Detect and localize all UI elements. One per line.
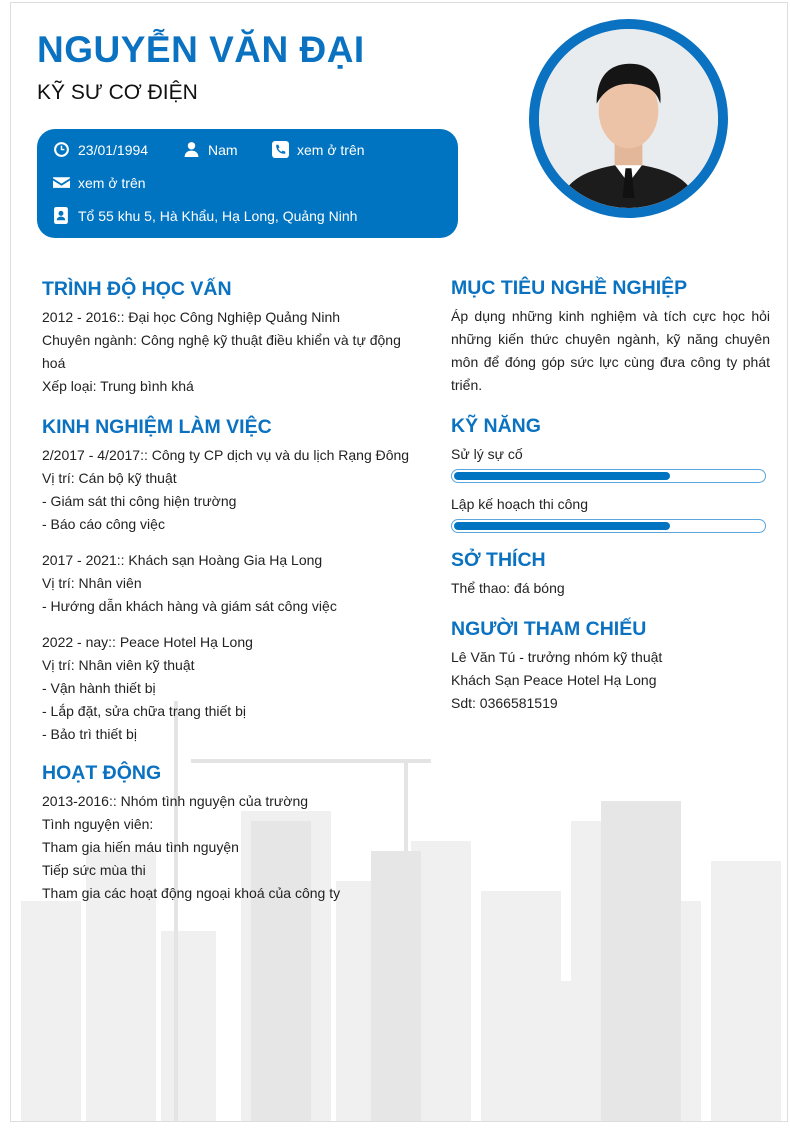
objective-heading: MỤC TIÊU NGHỀ NGHIỆP [451, 277, 688, 299]
job-header: 2022 - nay:: Peace Hotel Hạ Long [42, 634, 253, 650]
education-heading: TRÌNH ĐỘ HỌC VẤN [42, 278, 232, 300]
education-line: 2012 - 2016:: Đại học Công Nghiệp Quảng Ninh [42, 309, 341, 325]
user-icon [183, 141, 200, 158]
birthday-item [53, 141, 148, 158]
contact-box [37, 129, 458, 238]
gender: Nam [208, 141, 238, 158]
job-line: - Bảo trì thiết bị [42, 726, 137, 742]
objective-text: Áp dụng những kinh nghiệm và tích cực học hỏi những kiến thức chuyên ngành, kỹ năng chuyên môn để đóng góp sức lực cùng đưa công ty phát triển. [451, 308, 770, 393]
candidate-name: NGUYỄN VĂN ĐẠI [37, 29, 365, 70]
reference-line: Sdt: 0366581519 [451, 695, 558, 711]
email: xem ở trên [78, 174, 146, 191]
education-line: Chuyên ngành: Công nghệ kỹ thuật điều khiển và tự động hoá [42, 332, 401, 371]
job-line: - Giám sát thi công hiện trường [42, 493, 237, 509]
address-book-icon [53, 207, 70, 224]
activity-line: Tình nguyện viên: [42, 816, 154, 832]
skill-name: Sử lý sự cố [451, 446, 523, 462]
gender-item [183, 141, 238, 158]
phone: xem ở trên [297, 141, 365, 158]
activities-heading: HOẠT ĐỘNG [42, 762, 162, 784]
activity-line: Tiếp sức mùa thi [42, 862, 146, 878]
job-title: KỸ SƯ CƠ ĐIỆN [37, 81, 198, 104]
job-line: Vị trí: Cán bộ kỹ thuật [42, 470, 177, 486]
activity-line: 2013-2016:: Nhóm tình nguyện của trường [42, 793, 309, 809]
skill-progress-fill [454, 472, 670, 480]
skill-progress-bar [451, 519, 766, 533]
reference-line: Khách Sạn Peace Hotel Hạ Long [451, 672, 657, 688]
birthday: 23/01/1994 [78, 141, 149, 158]
skill-progress-fill [454, 522, 670, 530]
education-section [42, 276, 410, 905]
skills-heading: KỸ NĂNG [451, 415, 541, 437]
envelope-icon [53, 174, 70, 191]
job-line: - Vận hành thiết bị [42, 680, 156, 696]
activity-line: Tham gia hiến máu tình nguyện [42, 839, 239, 855]
job-line: Vị trí: Nhân viên kỹ thuật [42, 657, 195, 673]
skill-progress-bar [451, 469, 766, 483]
job-header: 2017 - 2021:: Khách sạn Hoàng Gia Hạ Long [42, 552, 323, 568]
phone-icon [272, 141, 289, 158]
job-line: - Báo cáo công việc [42, 516, 165, 532]
references-heading: NGƯỜI THAM CHIẾU [451, 618, 647, 640]
hobbies-heading: SỞ THÍCH [451, 549, 546, 571]
right-column [451, 275, 770, 715]
skill-name: Lập kế hoạch thi công [451, 496, 588, 512]
job-line: Vị trí: Nhân viên [42, 575, 142, 591]
email-item [53, 174, 146, 191]
cv-page [10, 2, 788, 1122]
activity-line: Tham gia các hoạt động ngoại khoá của công ty [42, 885, 341, 901]
job-line: - Lắp đặt, sửa chữa trang thiết bị [42, 703, 246, 719]
clock-icon [53, 141, 70, 158]
job-header: 2/2017 - 4/2017:: Công ty CP dịch vụ và du lịch Rạng Đông [42, 447, 410, 463]
profile-photo [529, 19, 728, 218]
education-line: Xếp loại: Trung bình khá [42, 378, 194, 394]
experience-heading: KINH NGHIỆM LÀM VIỆC [42, 416, 272, 438]
address-item [53, 207, 357, 224]
job-line: - Hướng dẫn khách hàng và giám sát công việc [42, 598, 337, 614]
reference-line: Lê Văn Tú - trưởng nhóm kỹ thuật [451, 649, 663, 665]
phone-item [272, 141, 365, 158]
hobbies-text: Thể thao: đá bóng [451, 580, 565, 596]
address: Tổ 55 khu 5, Hà Khẩu, Hạ Long, Quảng Ninh [78, 207, 358, 224]
